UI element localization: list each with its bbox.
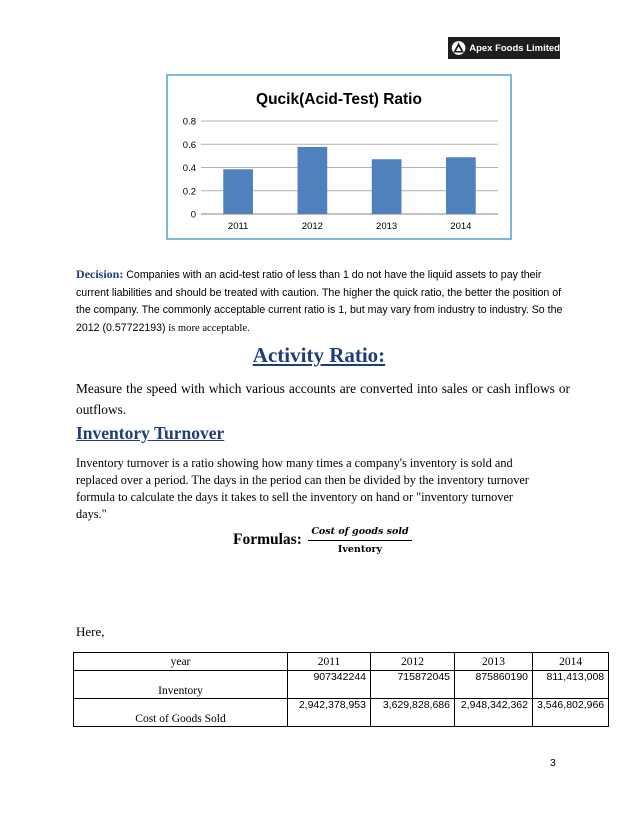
chart-title: Qucik(Acid-Test) Ratio xyxy=(256,91,422,108)
table-header-cell: 2013 xyxy=(455,653,533,671)
inventory-turnover-description: Inventory turnover is a ratio showing how many times a company's inventory is sold and replaced over a period. The days in the period can then be divided by the inventory turnover formula to calculate the days it takes to sell the inventory on hand or "inventory turnover days." xyxy=(76,456,529,521)
x-tick-label: 2012 xyxy=(301,221,323,232)
table-header-cell: 2012 xyxy=(371,653,455,671)
y-tick-label: 0.4 xyxy=(182,163,196,174)
table-row xyxy=(74,671,609,699)
table-cell: 811,413,008 xyxy=(533,671,609,699)
y-tick-label: 0.2 xyxy=(182,186,196,198)
table-cell: 2,942,378,953 xyxy=(288,699,371,727)
logo-text: Apex Foods Limited xyxy=(469,42,560,54)
x-tick-label: 2013 xyxy=(376,221,398,232)
table-row xyxy=(74,699,609,727)
table-header-row xyxy=(74,653,609,671)
chart-bar-2012 xyxy=(298,147,328,214)
page-number: 3 xyxy=(550,757,556,769)
chart-bar-2011 xyxy=(223,169,253,214)
table-header-cell: 2011 xyxy=(288,653,371,671)
chart-bar-2014 xyxy=(446,157,476,214)
table-row-label: Inventory xyxy=(74,671,288,699)
table-cell: 2,948,342,362 xyxy=(455,699,533,727)
decision-tail: is more acceptable. xyxy=(165,322,250,334)
decision-text: Companies with an acid-test ratio of less than 1 do not have the liquid assets to pay their current liabilities and should be treated with caution. The higher the quick ratio, the better the position of the company. The commonly acceptable current ratio is 1, but may vary from industry to industry. So the 2012 (0.57722193) xyxy=(76,269,563,334)
formula-label: Formulas: xyxy=(233,531,302,548)
formula-numerator: Cost of goods sold xyxy=(308,526,412,541)
y-tick-label: 0 xyxy=(190,209,196,221)
table-cell: 907342244 xyxy=(288,671,371,699)
table-cell: 715872045 xyxy=(371,671,455,699)
section-title-inventory-turnover: Inventory Turnover xyxy=(76,423,225,443)
x-tick-label: 2014 xyxy=(450,221,472,232)
activity-ratio-description: Measure the speed with which various accounts are converted into sales or cash inflows or outflows. xyxy=(76,381,570,417)
section-title-activity-ratio: Activity Ratio: xyxy=(252,343,386,367)
table-row-label: Cost of Goods Sold xyxy=(74,699,288,727)
here-label: Here, xyxy=(76,624,105,639)
formula-fraction xyxy=(308,526,412,555)
decision-lead: Decision: xyxy=(76,267,124,281)
table-cell: 3,629,828,686 xyxy=(371,699,455,727)
table-header-cell: year xyxy=(74,653,288,671)
y-tick-label: 0.6 xyxy=(182,139,196,151)
x-tick-label: 2011 xyxy=(227,221,249,232)
quick-ratio-chart xyxy=(166,74,512,240)
decision-paragraph xyxy=(76,266,570,337)
triangle-emblem-icon xyxy=(451,38,466,58)
table-header-cell: 2014 xyxy=(533,653,609,671)
inventory-data-table xyxy=(73,652,609,727)
formula-denominator: Iventory xyxy=(337,544,383,555)
company-logo xyxy=(448,37,560,59)
y-tick-label: 0.8 xyxy=(182,116,196,128)
table-cell: 875860190 xyxy=(455,671,533,699)
chart-canvas xyxy=(168,76,510,238)
chart-bar-2013 xyxy=(372,159,402,214)
table-cell: 3,546,802,966 xyxy=(533,699,609,727)
